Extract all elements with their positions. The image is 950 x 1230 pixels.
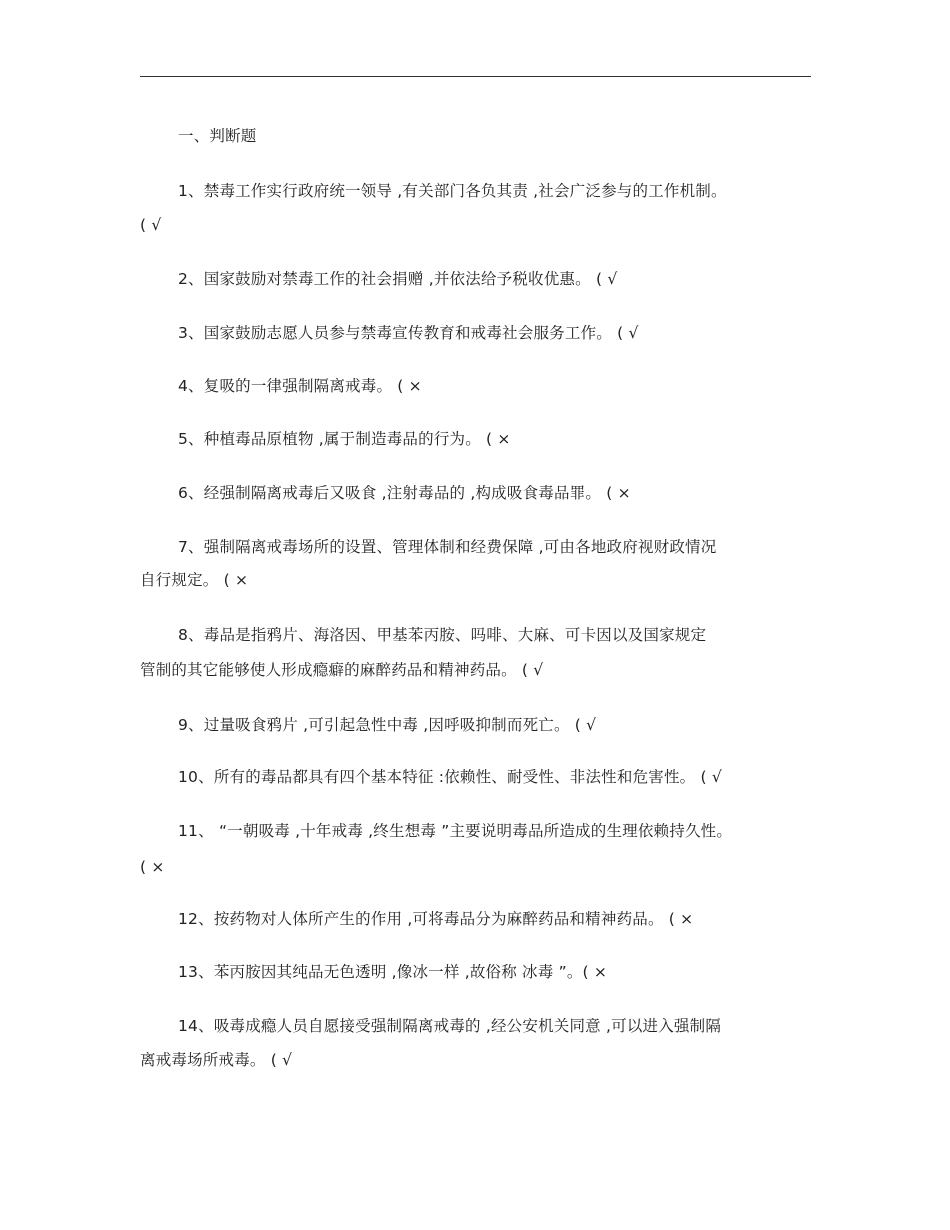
question-text: 13、苯丙胺因其纯品无色透明 ,像冰一样 ,故俗称 冰毒 ”。( × xyxy=(178,963,608,981)
question-text: 9、过量吸食鸦片 ,可引起急性中毒 ,因呼吸抑制而死亡。 ( √ xyxy=(178,716,597,734)
question-text: 8、毒品是指鸦片、海洛因、甲基苯丙胺、吗啡、大麻、可卡因以及国家规定 xyxy=(178,626,707,644)
question-text: 12、按药物对人体所产生的作用 ,可将毒品分为麻醉药品和精神药品。 ( × xyxy=(178,910,694,928)
question-text: 4、复吸的一律强制隔离戒毒。 ( × xyxy=(178,377,422,395)
question-text: 11、 “一朝吸毒 ,十年戒毒 ,终生想毒 ”主要说明毒品所造成的生理依赖持久性。 xyxy=(178,822,733,840)
question-text: 3、国家鼓励志愿人员参与禁毒宣传教育和戒毒社会服务工作。 ( √ xyxy=(178,324,639,342)
section-heading: 一、判断题 xyxy=(178,127,257,145)
question-text-continued: 自行规定。 ( × xyxy=(140,571,249,589)
header-rule xyxy=(140,76,811,77)
question-text-continued: 管制的其它能够使人形成瘾癖的麻醉药品和精神药品。 ( √ xyxy=(140,661,544,679)
question-answer: ( √ xyxy=(140,216,162,234)
question-text: 6、经强制隔离戒毒后又吸食 ,注射毒品的 ,构成吸食毒品罪。 ( × xyxy=(178,484,631,502)
question-text: 5、种植毒品原植物 ,属于制造毒品的行为。 ( × xyxy=(178,430,511,448)
question-text: 14、吸毒成瘾人员自愿接受强制隔离戒毒的 ,经公安机关同意 ,可以进入强制隔 xyxy=(178,1017,722,1035)
question-text: 1、禁毒工作实行政府统一领导 ,有关部门各负其责 ,社会广泛参与的工作机制。 xyxy=(178,182,727,200)
question-answer: ( × xyxy=(140,858,165,876)
question-text: 10、所有的毒品都具有四个基本特征 :依赖性、耐受性、非法性和危害性。 ( √ xyxy=(178,768,722,786)
question-text: 7、强制隔离戒毒场所的设置、管理体制和经费保障 ,可由各地政府视财政情况 xyxy=(178,538,717,556)
question-text: 2、国家鼓励对禁毒工作的社会捐赠 ,并依法给予税收优惠。 ( √ xyxy=(178,270,618,288)
question-text-continued: 离戒毒场所戒毒。 ( √ xyxy=(140,1051,293,1069)
